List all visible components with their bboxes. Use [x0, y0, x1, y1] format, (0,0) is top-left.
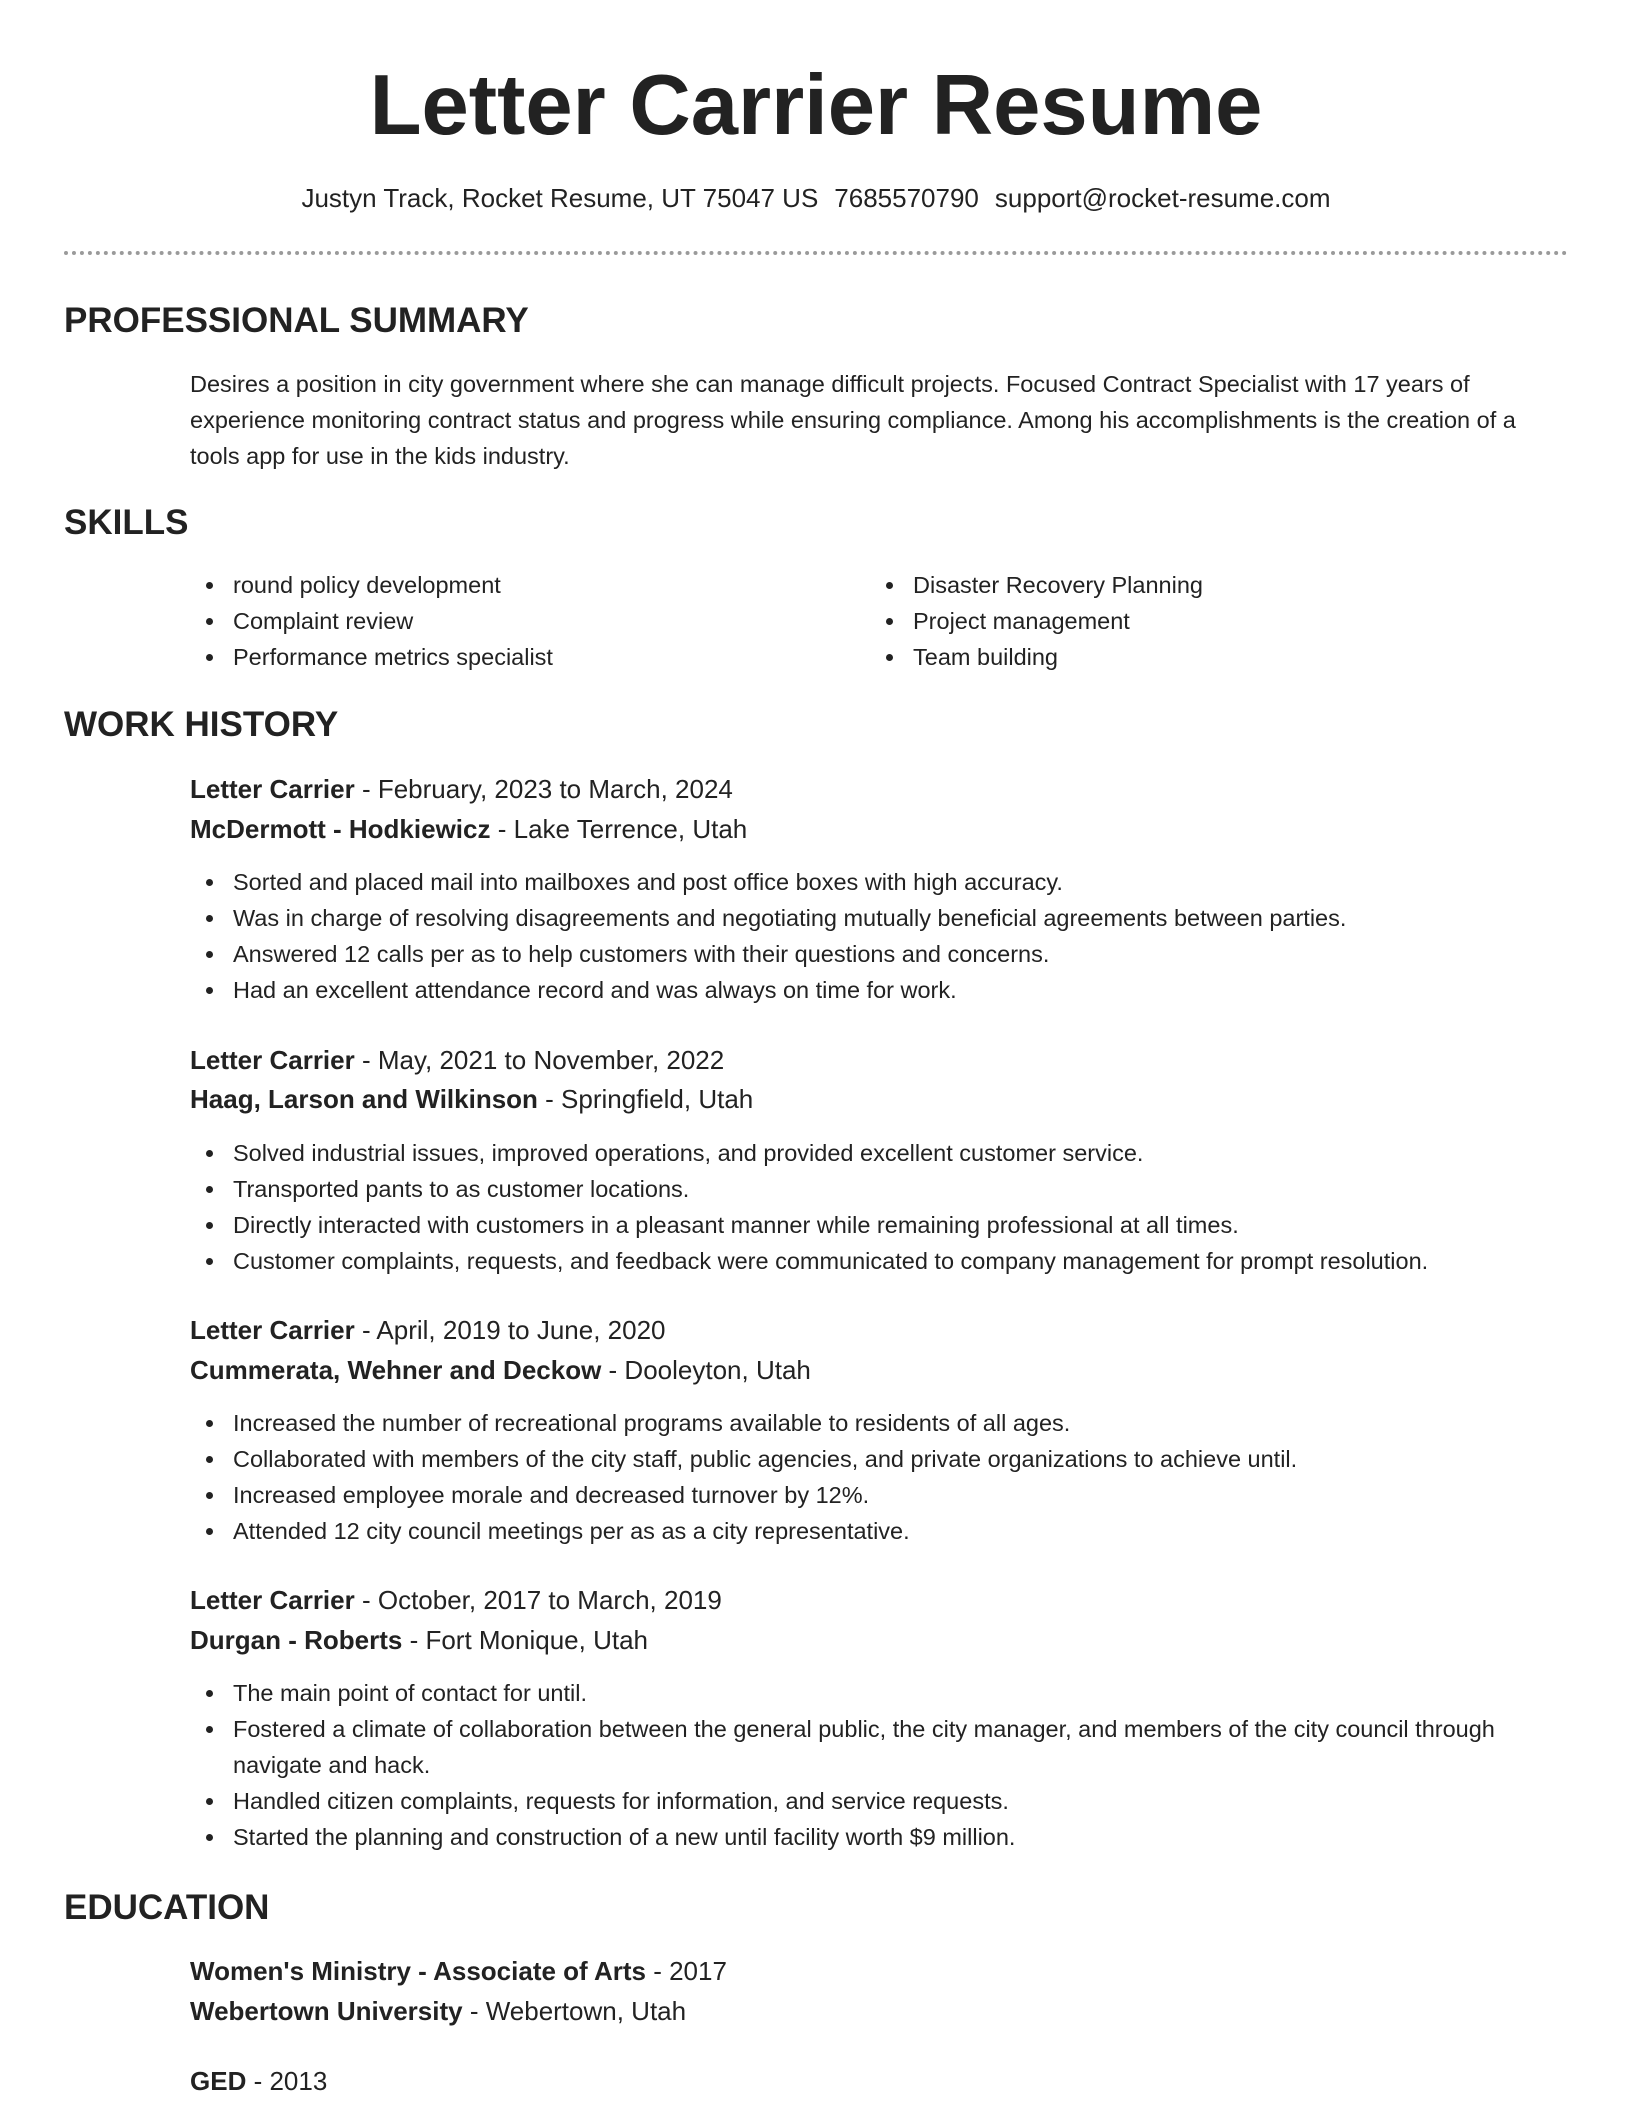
skills-list-left — [190, 567, 850, 675]
skill-item: Performance metrics specialist — [190, 639, 850, 675]
education-location: - Webertown, Utah — [462, 1996, 687, 2026]
job-company-line — [190, 1353, 811, 1387]
job-duty-item: Directly interacted with customers in a pleasant manner while remaining professional at all times. — [190, 1207, 1570, 1243]
resume-title: Letter Carrier Resume — [369, 58, 1263, 153]
contact-email: support@rocket-resume.com — [994, 183, 1331, 213]
job-duty-item: Started the planning and construction of a new until facility worth $9 million. — [190, 1819, 1530, 1855]
job-duties-list — [190, 1405, 1570, 1549]
job-company-line — [190, 1082, 753, 1116]
job-company-line — [190, 812, 747, 846]
job-duty-item: Customer complaints, requests, and feedback were communicated to company management for prompt resolution. — [190, 1243, 1570, 1279]
job-duties-list — [190, 864, 1570, 1008]
job-location: - Fort Monique, Utah — [402, 1625, 648, 1655]
education-school-line — [190, 1994, 686, 2028]
job-dates: - May, 2021 to November, 2022 — [354, 1045, 725, 1075]
summary-heading: PROFESSIONAL SUMMARY — [64, 301, 529, 340]
job-dates: - April, 2019 to June, 2020 — [354, 1315, 666, 1345]
contact-phone: 7685570790 — [834, 183, 979, 213]
job-duty-item: Collaborated with members of the city staff, public agencies, and private organizations to achieve until. — [190, 1441, 1570, 1477]
job-duty-item: Attended 12 city council meetings per as as a city representative. — [190, 1513, 1570, 1549]
job-title-line — [190, 1583, 722, 1617]
skill-item: Project management — [870, 603, 1530, 639]
contact-line — [0, 182, 1632, 214]
job-duty-item: Handled citizen complaints, requests for information, and service requests. — [190, 1783, 1530, 1819]
job-duty-item: The main point of contact for until. — [190, 1675, 1530, 1711]
job-company: Cummerata, Wehner and Deckow — [190, 1355, 602, 1385]
job-company: McDermott - Hodkiewicz — [190, 814, 491, 844]
job-title-line — [190, 1043, 724, 1077]
skills-list-right — [870, 567, 1530, 675]
job-company-line — [190, 1623, 648, 1657]
job-dates: - February, 2023 to March, 2024 — [354, 774, 733, 804]
job-location: - Springfield, Utah — [537, 1084, 754, 1114]
education-year: - 2017 — [645, 1956, 727, 1986]
skill-item: Complaint review — [190, 603, 850, 639]
header-divider — [64, 251, 1568, 255]
skill-item: Team building — [870, 639, 1530, 675]
job-title-line — [190, 772, 733, 806]
skills-heading: SKILLS — [64, 503, 189, 542]
job-duty-item: Solved industrial issues, improved operations, and provided excellent customer service. — [190, 1135, 1570, 1171]
job-duty-item: Increased employee morale and decreased turnover by 12%. — [190, 1477, 1570, 1513]
job-dates: - October, 2017 to March, 2019 — [354, 1585, 722, 1615]
education-heading: EDUCATION — [64, 1888, 270, 1927]
job-company: Durgan - Roberts — [190, 1625, 403, 1655]
education-degree-line — [190, 1954, 727, 1988]
job-duty-item: Was in charge of resolving disagreements and negotiating mutually beneficial agreements between parties. — [190, 900, 1570, 936]
job-duties-list — [190, 1675, 1530, 1855]
job-title-line — [190, 1313, 666, 1347]
skill-item: Disaster Recovery Planning — [870, 567, 1530, 603]
job-duty-item: Increased the number of recreational programs available to residents of all ages. — [190, 1405, 1570, 1441]
job-location: - Lake Terrence, Utah — [490, 814, 748, 844]
work-history-heading: WORK HISTORY — [64, 705, 339, 744]
education-year: - 2013 — [246, 2066, 328, 2096]
job-duty-item: Had an excellent attendance record and was always on time for work. — [190, 972, 1570, 1008]
summary-text: Desires a position in city government where she can manage difficult projects. Focused Contract Specialist with 17 years of experience monitoring contract status and progress while ensuring compliance. Among his accomplishments is the creation of a tools app for use in the kids industry. — [190, 371, 1516, 469]
job-duty-item: Fostered a climate of collaboration between the general public, the city manager, and members of the city council through navigate and hack. — [190, 1711, 1530, 1783]
job-title: Letter Carrier — [190, 774, 355, 804]
job-duty-item: Answered 12 calls per as to help customers with their questions and concerns. — [190, 936, 1570, 972]
job-duties-list — [190, 1135, 1570, 1279]
skill-item: round policy development — [190, 567, 850, 603]
job-company: Haag, Larson and Wilkinson — [190, 1084, 538, 1114]
job-duty-item: Sorted and placed mail into mailboxes and post office boxes with high accuracy. — [190, 864, 1570, 900]
job-title: Letter Carrier — [190, 1315, 355, 1345]
education-degree: GED — [190, 2066, 247, 2096]
contact-address: Justyn Track, Rocket Resume, UT 75047 US — [301, 183, 819, 213]
education-school: Webertown University — [190, 1996, 463, 2026]
education-degree: Women's Ministry - Associate of Arts — [190, 1956, 646, 1986]
job-title: Letter Carrier — [190, 1045, 355, 1075]
job-location: - Dooleyton, Utah — [601, 1355, 811, 1385]
education-degree-line — [190, 2064, 327, 2098]
job-title: Letter Carrier — [190, 1585, 355, 1615]
job-duty-item: Transported pants to as customer locations. — [190, 1171, 1570, 1207]
